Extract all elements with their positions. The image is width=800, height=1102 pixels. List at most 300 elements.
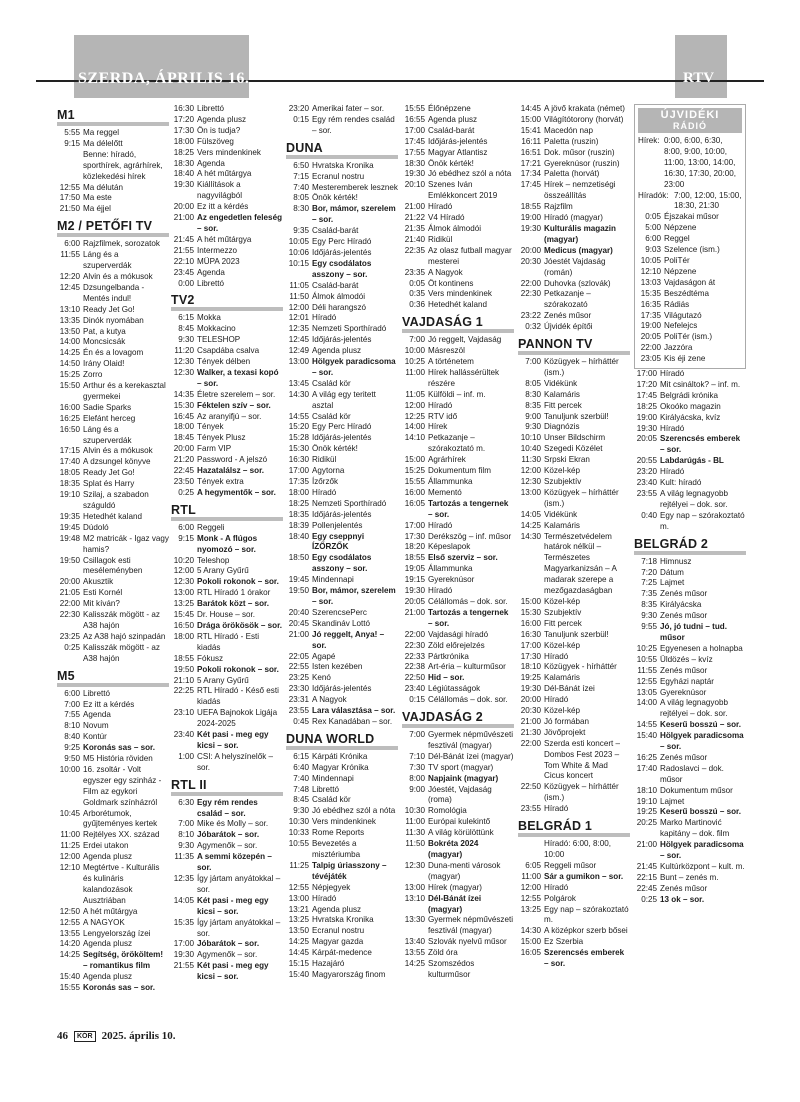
program-time: 20:55 — [636, 456, 657, 466]
program-time: 12:00 — [520, 466, 541, 476]
program-time: 15:30 — [173, 400, 194, 410]
program-row — [57, 305, 169, 316]
program-title: Sadie Sparks — [83, 402, 132, 412]
program-title: Híradó — [544, 695, 569, 705]
program-row — [286, 752, 398, 763]
program-title: Szilaj, a szabadon száguldó — [83, 490, 149, 510]
program-time: 10:25 — [404, 357, 425, 367]
program-row — [518, 684, 630, 695]
program-time — [57, 150, 83, 183]
program-row — [402, 202, 514, 213]
program-row — [286, 717, 398, 728]
program-time: 19:30 — [173, 950, 194, 960]
program-title: Pollenjelentés — [312, 520, 363, 530]
program-time: 16:55 — [404, 114, 425, 124]
program-row — [286, 433, 398, 444]
program-row — [286, 608, 398, 619]
program-title: 5 Arany Gyűrű — [197, 566, 249, 576]
program-time: 23:25 — [288, 673, 309, 683]
program-title: Első szerviz – sor. — [428, 553, 498, 563]
program-title: Üldözés – kvíz — [660, 654, 713, 664]
program-title: Sár a gumikon – sor. — [544, 871, 624, 881]
program-row — [402, 137, 514, 148]
program-time: 19:00 — [636, 412, 657, 422]
program-title: Mokkacino — [197, 324, 236, 334]
program-title: Híradó — [544, 804, 569, 814]
program-title: Nefelejcs — [664, 321, 698, 331]
program-time: 16:30 — [520, 629, 541, 639]
program-title: Srpski Ekran — [544, 455, 590, 465]
program-title: Dinók nyomában — [83, 315, 144, 325]
program-time: 17:45 — [636, 390, 657, 400]
program-title: Farm VIP — [197, 444, 232, 454]
program-time: 14:00 — [636, 698, 657, 708]
program-title: UEFA Bajnokok Ligája 2024-2025 — [197, 708, 278, 729]
program-title: Agymenők – sor. — [197, 950, 258, 960]
program-title: Ízőrzők — [312, 477, 339, 486]
program-row — [57, 972, 169, 983]
program-title: Két pasi - meg egy kicsi – sor. — [197, 730, 269, 750]
program-row — [286, 774, 398, 785]
program-title: Reggel — [664, 234, 690, 244]
program-time: 22:05 — [288, 651, 309, 661]
program-time: 10:30 — [288, 817, 309, 827]
program-row — [286, 883, 398, 894]
program-title: Állammunka — [428, 564, 473, 574]
program-time: 11:00 — [405, 367, 425, 377]
program-title: Vers mindenkinek — [428, 289, 492, 299]
program-title: Család kör — [312, 411, 351, 421]
program-row — [286, 357, 398, 379]
program-row — [286, 259, 398, 281]
program-time: 13:21 — [288, 904, 309, 914]
program-title: Rejtélyes XX. század — [83, 830, 160, 840]
program-time: 18:55 — [173, 653, 194, 663]
program-time: 17:34 — [520, 169, 541, 179]
program-title: Paletta (ruszin) — [544, 136, 599, 146]
program-time: 21:50 — [59, 204, 80, 214]
program-title: Időjárás-jelentés — [312, 335, 372, 345]
program-time: 12:00 — [59, 852, 80, 862]
program-row — [286, 785, 398, 796]
program-time: 10:06 — [288, 247, 309, 257]
radio-box — [634, 104, 746, 369]
program-row — [57, 643, 169, 665]
program-title: Walker, a texasi kopó – sor. — [197, 367, 279, 388]
listing-column-3 — [286, 104, 398, 981]
program-row — [57, 983, 169, 994]
program-row — [171, 477, 283, 488]
program-title: Agenda plusz — [312, 904, 362, 914]
program-time: 9:30 — [178, 335, 194, 345]
program-time: 14:55 — [636, 720, 657, 730]
program-row — [638, 332, 742, 343]
program-time: 8:10 — [64, 721, 80, 731]
program-title: Agenda plusz — [312, 346, 362, 356]
program-row — [57, 632, 169, 643]
program-row — [286, 521, 398, 532]
program-title: Bunt – zenés m. — [660, 872, 719, 882]
program-row — [402, 575, 514, 586]
program-time: 12:55 — [520, 893, 541, 903]
program-title: Világítótorony (horvát) — [544, 114, 624, 124]
program-row — [286, 763, 398, 774]
program-title: Hölgyek paradicsoma – sor. — [312, 357, 396, 377]
program-title: Kenó — [312, 673, 331, 683]
program-title: Külföldi – inf. m. — [428, 389, 486, 399]
program-row — [57, 588, 169, 599]
program-title: Az A38 hajó szinpadán — [83, 631, 166, 641]
program-title: Fókusz — [197, 653, 224, 663]
program-time: 0:32 — [525, 322, 541, 332]
program-row — [171, 390, 283, 401]
program-title: CSI: A helyszínelők – sor. — [197, 751, 274, 772]
program-title: Közügyek – hírháttér (ism.) — [544, 487, 619, 508]
program-row — [634, 818, 746, 840]
program-title: A Nagyok — [312, 695, 347, 705]
program-row — [634, 873, 746, 884]
program-row — [286, 706, 398, 717]
program-title: Képeslapok — [428, 542, 471, 552]
channel-heading: BELGRÁD 1 — [518, 818, 630, 837]
program-row — [57, 327, 169, 338]
program-time: 16:50 — [173, 620, 194, 630]
program-row — [286, 466, 398, 477]
program-row — [286, 926, 398, 937]
program-time: 16:05 — [404, 498, 425, 508]
program-title: Hazajáró — [312, 959, 345, 969]
program-time: 14:30 — [288, 389, 309, 399]
program-title: Zöld előrejelzés — [428, 640, 485, 650]
program-row — [286, 104, 398, 115]
program-title: Drága örökösök – sor. — [197, 620, 283, 630]
program-row — [171, 115, 283, 126]
program-title: Ez Szerbia — [544, 937, 584, 947]
program-row — [286, 161, 398, 172]
program-time: 16:35 — [640, 299, 661, 309]
program-time: 17:45 — [520, 180, 541, 190]
program-title: Skandináv Lottó — [312, 618, 371, 628]
program-title: Jó, jó tudni – tud. műsor — [660, 622, 727, 642]
program-time: 17:20 — [173, 114, 194, 124]
channel-heading: VAJDASÁG 2 — [402, 709, 514, 728]
program-row — [402, 532, 514, 543]
program-row — [57, 765, 169, 809]
program-row — [57, 479, 169, 490]
program-time: 22:00 — [59, 599, 80, 609]
program-row — [286, 193, 398, 204]
program-title: Szenes Iván Emlékkoncert 2019 — [428, 180, 498, 201]
program-title: Híradó (magyar) — [544, 213, 603, 223]
program-time: 13:25 — [173, 599, 194, 609]
program-title: Esti Kornél — [83, 588, 123, 598]
program-time: 11:00 — [521, 871, 541, 881]
program-row — [57, 272, 169, 283]
program-time: 15:30 — [288, 444, 309, 454]
program-time: 17:35 — [288, 477, 309, 486]
radio-bulletin-times — [638, 191, 742, 213]
program-title: Jövőprojekt — [544, 727, 586, 737]
program-time: 6:00 — [64, 688, 80, 698]
program-time: 15:35 — [173, 917, 194, 927]
program-time: 18:05 — [59, 468, 80, 478]
program-row — [171, 939, 283, 950]
program-row — [171, 466, 283, 477]
program-title: Világutazó — [664, 310, 702, 320]
program-time: 15:00 — [520, 596, 541, 606]
listing-column-2 — [171, 104, 283, 983]
program-time: 11:05 — [289, 280, 309, 290]
program-time: 14:05 — [520, 509, 541, 519]
program-row — [634, 489, 746, 511]
program-time: 18:25 — [636, 401, 657, 411]
program-row — [171, 335, 283, 346]
program-time: 11:55 — [637, 665, 657, 675]
program-time: 16:00 — [404, 487, 425, 497]
program-title: Rex Kanadában – sor. — [312, 716, 393, 726]
program-title: Ecranul nostru — [312, 171, 365, 181]
program-row — [634, 797, 746, 808]
program-title: Hírek (magyar) — [428, 882, 482, 892]
program-time: 12:49 — [288, 346, 309, 356]
program-time: 12:10 — [59, 863, 80, 873]
program-row — [518, 477, 630, 488]
program-time: 6:30 — [178, 797, 194, 807]
channel-heading: PANNON TV — [518, 336, 630, 355]
program-time: 7:10 — [409, 751, 425, 761]
program-time: 23:22 — [520, 311, 541, 321]
program-title: Önök kérték! — [312, 444, 358, 454]
program-time: 10:55 — [288, 839, 309, 849]
program-row — [171, 676, 283, 687]
program-row — [518, 728, 630, 739]
program-title: Híradó — [428, 400, 453, 410]
program-title: Légiútasságok — [428, 684, 481, 694]
program-time: 14:45 — [288, 948, 309, 958]
program-title: Agenda plusz — [83, 852, 133, 862]
program-row — [171, 556, 283, 567]
program-time: 13:45 — [288, 378, 309, 388]
program-time: 7:15 — [293, 171, 309, 181]
program-row — [518, 717, 630, 728]
program-title: Ecranul nostru — [312, 926, 365, 936]
program-row — [171, 169, 283, 180]
program-row — [638, 311, 742, 322]
program-row — [634, 622, 746, 644]
program-row — [171, 324, 283, 335]
program-title: Fitt percek — [544, 400, 582, 410]
program-title: Zenés műsor — [660, 611, 708, 621]
program-row — [57, 754, 169, 765]
program-row — [402, 806, 514, 817]
radio-header — [638, 108, 742, 133]
program-row — [518, 455, 630, 466]
program-title: Librettó — [83, 688, 110, 698]
program-title: Password - A jelszó — [197, 455, 268, 465]
program-row — [402, 752, 514, 763]
program-row — [518, 126, 630, 137]
program-time: 11:35 — [174, 852, 194, 862]
program-time: 14:30 — [520, 926, 541, 936]
program-time: 6:00 — [645, 234, 661, 244]
program-row — [634, 589, 746, 600]
program-time: 17:00 — [404, 520, 425, 530]
program-time: 7:40 — [293, 182, 309, 192]
program-row — [286, 817, 398, 828]
program-time: 17:35 — [640, 310, 661, 320]
program-row — [402, 488, 514, 499]
program-time: 0:35 — [409, 289, 425, 299]
program-time: 22:50 — [520, 782, 541, 792]
program-time: 20:05 — [640, 332, 661, 342]
program-title: Radoslavci – dok. műsor — [660, 763, 724, 784]
program-title: Egy csodálatos asszony – sor. — [312, 258, 372, 279]
program-row — [171, 202, 283, 213]
program-time: 16:00 — [520, 618, 541, 628]
program-title: Természetvédelem határok nélkül – Természetes Magyarkanizsán – A madarak szerepe a mezőgazdaságban — [544, 531, 617, 596]
program-row — [57, 852, 169, 863]
program-time: 17:20 — [636, 379, 657, 389]
program-time: 11:25 — [60, 841, 80, 851]
program-title: Jazzóra — [664, 343, 693, 353]
program-row — [171, 159, 283, 170]
program-row — [638, 245, 742, 256]
program-row — [171, 268, 283, 279]
program-row — [57, 732, 169, 743]
program-time: 23:55 — [636, 489, 657, 498]
program-row — [171, 830, 283, 841]
program-title: Hölgyek paradicsoma – sor. — [660, 840, 744, 861]
program-time: 13:35 — [59, 315, 80, 325]
program-title: A történetem — [428, 357, 474, 367]
program-time: 18:40 — [288, 531, 309, 541]
program-time: 8:45 — [178, 324, 194, 334]
program-title: Vidékünk — [544, 509, 578, 519]
program-title: Mit csináltok? – inf. m. — [660, 379, 741, 389]
program-title: Jó ebédhez szól a nóta — [312, 806, 396, 816]
program-row — [286, 948, 398, 959]
program-row — [638, 300, 742, 311]
program-time: 9:30 — [178, 841, 194, 851]
program-time: 9:15 — [64, 138, 80, 148]
program-row — [171, 180, 283, 202]
program-time: 18:25 — [288, 498, 309, 508]
program-time: 15:41 — [520, 125, 541, 135]
program-row — [518, 115, 630, 126]
program-row — [638, 267, 742, 278]
program-row — [171, 444, 283, 455]
program-time: 13:10 — [404, 893, 425, 903]
radio-news-times — [638, 136, 742, 191]
program-row — [634, 764, 746, 786]
program-time: 13:25 — [288, 915, 309, 925]
program-row — [402, 390, 514, 401]
program-title: Rádiás — [664, 299, 690, 309]
program-time: 15:40 — [636, 731, 657, 741]
program-row — [402, 477, 514, 488]
program-title: Kalisszák mögött - az A38 hajón — [83, 610, 160, 630]
program-title: Európai kulekintő — [428, 817, 491, 827]
program-row — [518, 839, 630, 861]
program-title: Közel-kép — [544, 596, 580, 606]
program-title: Egyenesen a holnapba — [660, 643, 743, 653]
program-row — [57, 204, 169, 215]
program-row — [171, 412, 283, 423]
program-time: 12:55 — [288, 882, 309, 892]
program-title: Marko Martinović kapitány – dok. film — [660, 818, 730, 839]
program-title: Mementó — [428, 487, 462, 497]
program-row — [518, 322, 630, 333]
program-row — [402, 521, 514, 532]
program-time: 22:15 — [636, 872, 657, 882]
program-row — [171, 819, 283, 830]
news-times: 0:00, 6:00, 6:30, 8:00, 9:00, 10:00, 11:00, 13:00, 14:00, 16:30, 17:30, 20:00, 23:00 — [664, 136, 737, 189]
program-title: Híradó — [428, 586, 453, 596]
program-title: Kultúrközpont – kult. m. — [660, 862, 745, 871]
program-time: 20:05 — [404, 596, 425, 606]
program-title: Vers mindenkinek — [197, 147, 261, 157]
program-row — [171, 577, 283, 588]
bulletin-label: Híradók: — [638, 190, 669, 200]
program-title: Agymenők – sor. — [197, 841, 258, 851]
program-row — [171, 368, 283, 390]
program-time: 23:05 — [640, 354, 661, 364]
program-title: Csapdába csalva — [197, 346, 260, 356]
program-title: Mesteremberek lesznek — [312, 182, 398, 192]
program-title: Isten kezében — [312, 662, 363, 672]
program-title: Kulturális magazin (magyar) — [544, 223, 616, 244]
program-time: 15:30 — [520, 607, 541, 617]
program-title: Okoóko magazin — [660, 401, 721, 411]
program-time: 17:30 — [520, 651, 541, 661]
program-time: 18:55 — [520, 202, 541, 212]
program-time: 12:00 — [404, 400, 425, 410]
program-row — [57, 337, 169, 348]
program-title: Intermezzo — [197, 245, 238, 255]
program-title: Egy nap – szórakoztató m. — [660, 510, 745, 531]
program-title: Gyereknúsor (ruszin) — [544, 158, 620, 168]
program-time: 23:35 — [404, 267, 425, 277]
program-title: Hvratska Kronika — [312, 160, 374, 170]
program-title: Közel-kép — [544, 466, 580, 476]
program-title: Zöld óra — [428, 948, 458, 958]
program-row — [634, 391, 746, 402]
program-time: 12:00 — [520, 882, 541, 892]
program-time: 10:55 — [636, 654, 657, 664]
program-row — [171, 488, 283, 499]
program-title: Tartozás a tengernek – sor. — [428, 498, 509, 519]
program-row — [402, 948, 514, 959]
program-row — [518, 148, 630, 159]
program-row — [518, 619, 630, 630]
program-time: 22:30 — [59, 610, 80, 620]
channel-heading: M1 — [57, 107, 169, 126]
program-time: 19:10 — [59, 490, 80, 500]
program-row — [634, 467, 746, 478]
program-row — [171, 752, 283, 774]
program-title: Család-barát — [312, 280, 359, 290]
program-row — [402, 401, 514, 412]
program-title: Tanuljunk szerbül! — [544, 411, 609, 421]
program-row — [286, 455, 398, 466]
program-time: 0:25 — [641, 894, 657, 904]
program-row — [634, 380, 746, 391]
program-time: 10:40 — [520, 444, 541, 454]
program-title: Két pasi - meg egy kicsi – sor. — [197, 895, 269, 916]
program-title: Híradó — [660, 423, 685, 433]
program-title: Család kör — [312, 795, 351, 805]
program-row — [634, 884, 746, 895]
